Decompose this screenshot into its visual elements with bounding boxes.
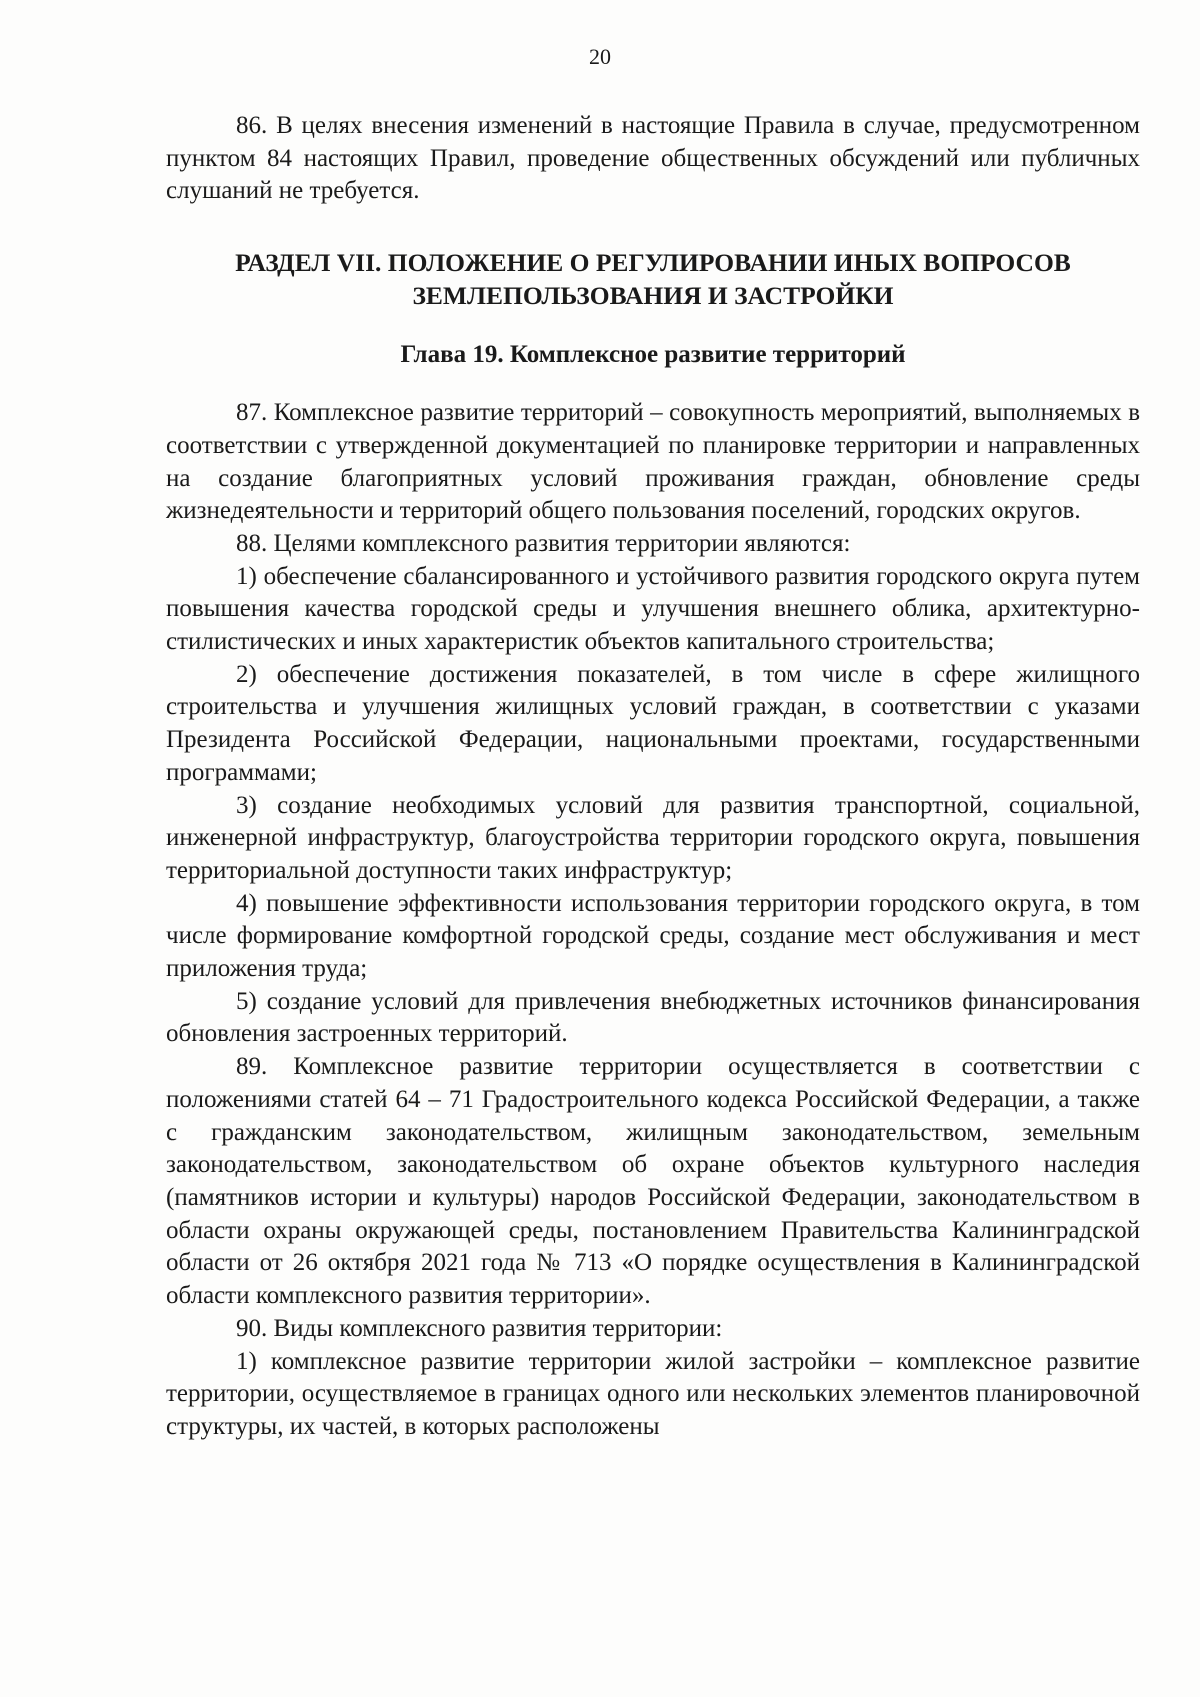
paragraph-88-item-1: 1) обеспечение сбалансированного и устойчивого развития городского округа путем повышения качества городской среды и улучшения внешнего облика, архитектурно-стилистических и иных характеристик объектов капитального строительства; [166, 562, 1140, 656]
paragraph-88-item-5: 5) создание условий для привлечения внебюджетных источников финансирования обновления застроенных территорий. [166, 987, 1140, 1048]
paragraph-88-item-3: 3) создание необходимых условий для развития транспортной, социальной, инженерной инфраструктур, благоустройства территории городского округа, повышения территориальной доступности таких инфраструктур; [166, 791, 1140, 884]
document-body [166, 110, 1140, 1444]
paragraph-88-item-4: 4) повышение эффективности использования территории городского округа, в том числе формирование комфортной городской среды, создание мест обслуживания и мест приложения труда; [166, 889, 1140, 983]
paragraph-87: 87. Комплексное развитие территорий – совокупность мероприятий, выполняемых в соответствии с утвержденной документацией по планировке территории и направленных на создание благоприятных условий проживания граждан, обновление среды жизнедеятельности и территорий общего пользования поселений, городских округов. [166, 399, 1140, 525]
paragraph-90-item-1: 1) комплексное развитие территории жилой застройки – комплексное развитие территории, осуществляемое в границах одного или нескольких элементов планировочной структуры, их частей, в которых расположены [166, 1347, 1140, 1440]
page-number: 20 [589, 44, 611, 69]
chapter-title: Глава 19. Комплексное развитие территорий [400, 341, 906, 369]
paragraph-89: 89. Комплексное развитие территории осуществляется в соответствии с положениями статей 64 – 71 Градостроительного кодекса Российской Федерации, а также с гражданским законодательством, жилищным законодательством, земельным законодательством, законодательством об охране объектов культурного наследия (памятников истории и культуры) народов Российской Федерации, законодательством в области охраны окружающей среды, постановлением Правительства Калининградской области от 26 октября 2021 года № 713 «О порядке осуществления в Калининградской области комплексного развития территории». [166, 1053, 1140, 1310]
paragraph-86: 86. В целях внесения изменений в настоящие Правила в случае, предусмотренном пунктом 84 настоящих Правил, проведение общественных обсуждений или публичных слушаний не требуется. [166, 112, 1140, 205]
section-title: РАЗДЕЛ VII. ПОЛОЖЕНИЕ О РЕГУЛИРОВАНИИ ИНЫХ ВОПРОСОВ ЗЕМЛЕПОЛЬЗОВАНИЯ И ЗАСТРОЙКИ [235, 248, 1071, 311]
paragraph-88-item-2: 2) обеспечение достижения показателей, в том числе в сфере жилищного строительства и улучшения жилищных условий граждан, в соответствии с указами Президента Российской Федерации, национальными проектами, государственными программами; [166, 660, 1140, 786]
paragraph-90: 90. Виды комплексного развития территории: [236, 1314, 723, 1342]
paragraph-88: 88. Целями комплексного развития территории являются: [236, 529, 851, 557]
